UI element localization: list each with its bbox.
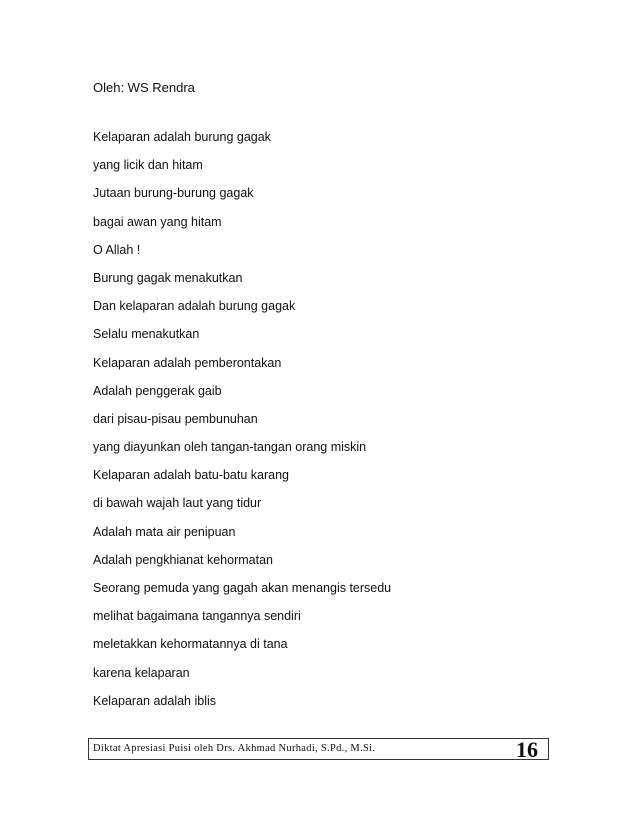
poem-line: yang licik dan hitam xyxy=(93,158,203,173)
page-number: 16 xyxy=(516,737,538,762)
poem-line: Jutaan burung-burung gagak xyxy=(93,186,254,201)
poem-line: dari pisau-pisau pembunuhan xyxy=(93,411,258,426)
poem-body xyxy=(93,123,391,715)
poem-line: Adalah mata air penipuan xyxy=(93,524,236,539)
poem-line: Burung gagak menakutkan xyxy=(93,270,243,285)
poem-line: Selalu menakutkan xyxy=(93,327,200,342)
poem-line: Kelaparan adalah batu-batu karang xyxy=(93,468,289,483)
author-line: Oleh: WS Rendra xyxy=(93,80,195,95)
poem-line: yang diayunkan oleh tangan-tangan orang miskin xyxy=(93,440,367,455)
poem-line: Dan kelaparan adalah burung gagak xyxy=(93,299,296,314)
page-footer xyxy=(88,738,549,760)
poem-line: Adalah pengkhianat kehormatan xyxy=(93,552,273,567)
poem-line: di bawah wajah laut yang tidur xyxy=(93,496,262,511)
poem-line: Seorang pemuda yang gagah akan menangis tersedu xyxy=(93,581,392,595)
poem-line: Kelaparan adalah pemberontakan xyxy=(93,355,282,370)
poem-line: melihat bagaimana tangannya sendiri xyxy=(93,609,301,624)
poem-line: karena kelaparan xyxy=(93,665,190,680)
poem-line: meletakkan kehormatannya di tana xyxy=(93,637,288,652)
footer-text: Diktat Apresiasi Puisi oleh Drs. Akhmad Nurhadi, S.Pd., M.Si. xyxy=(93,743,376,754)
poem-line: O Allah ! xyxy=(93,242,141,257)
poem-line: Kelaparan adalah burung gagak xyxy=(93,130,271,144)
poem-line: bagai awan yang hitam xyxy=(93,214,222,229)
poem-line: Adalah penggerak gaib xyxy=(93,383,222,398)
poem-line: Kelaparan adalah iblis xyxy=(93,693,217,708)
